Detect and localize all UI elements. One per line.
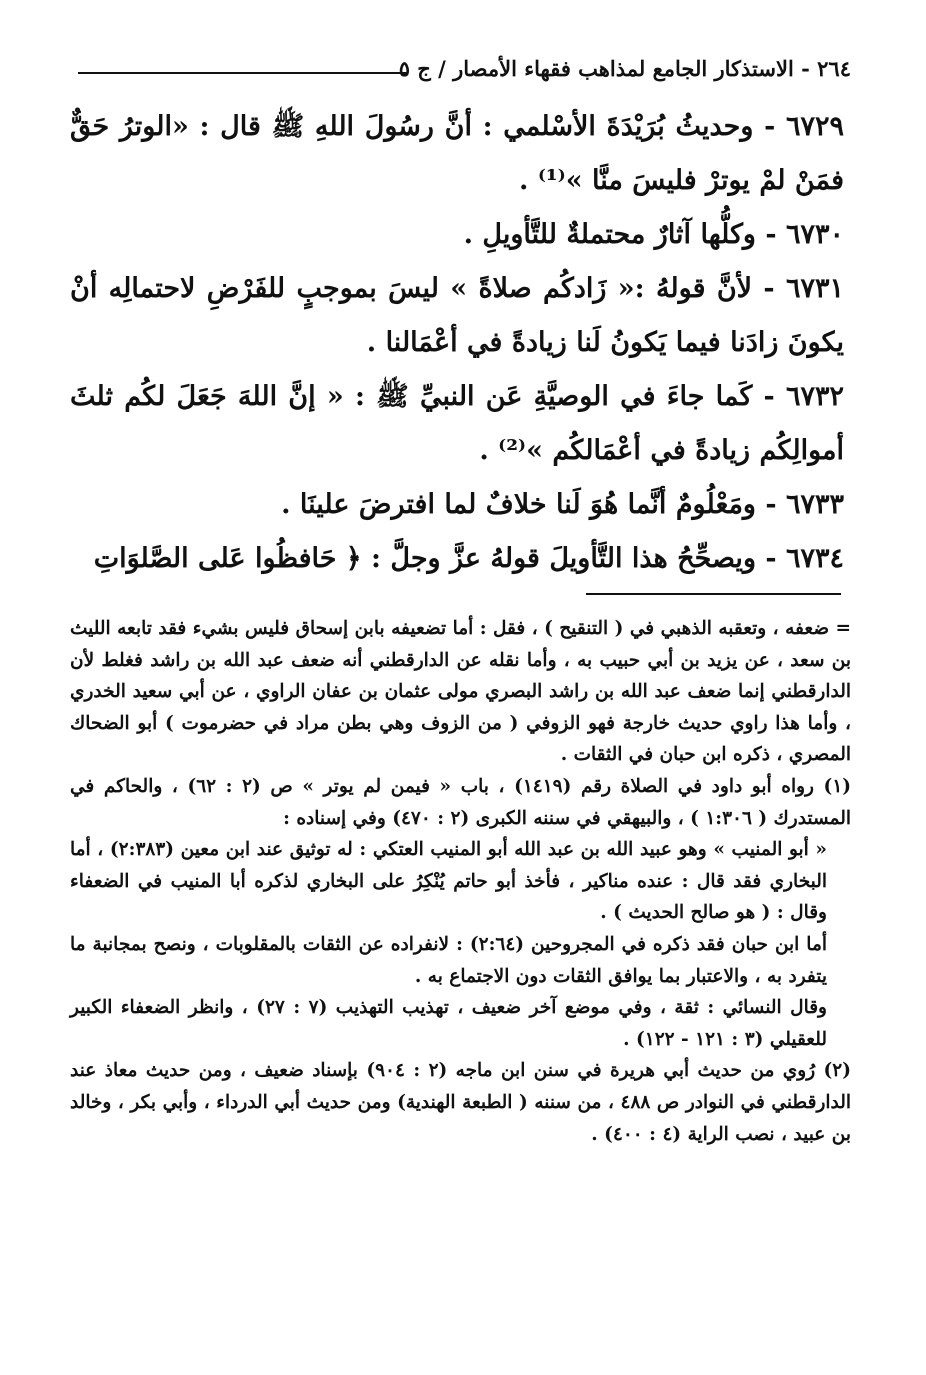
footnote-continuation: = ضعفه ، وتعقبه الذهبي في ( التنقيح ) ، فقل : أما تضعيفه بابن إسحاق فليس بشيء فقد تابعه الليث بن سعد ، عن يزيد بن أبي حبيب به ، وأما نقله عن الدارقطني أنه ضعف عبد الله بن راشد فغلط لأن الدارقطني إنما ضعف عبد الله بن راشد البصري مولى عثمان بن عفان الراوي ، عن أبي سعيد الخدري ، وأما هذا راوي حديث خارجة فهو الزوفي ( من الزوف وهي بطن مراد في حضرموت ) أبو الضحاك المصري ، ذكره ابن حبان في الثقات . bbox=[70, 618, 851, 766]
footnote-1-ibn-hibban: أما ابن حبان فقد ذكره في المجروحين (٢:٦٤) : لانفراده عن الثقات بالمقلوبات ، ونصح بمجانبة ما يتفرد به ، والاعتبار بما يوافق الثقات دون الاجتماع به . bbox=[70, 933, 827, 987]
footnote-1-narrator: « أبو المنيب » وهو عبيد الله بن عبد الله أبو المنيب العتكي : له توثيق عند ابن معين (٢:٣٨٣) ، أما البخاري فقد قال : عنده مناكير ، فأخذ أبو حاتم يُنْكِرُ على البخاري لذكره أبا المنيب في الضعفاء وقال : ( هو صالح الحديث ) . bbox=[70, 839, 827, 924]
footnotes bbox=[70, 613, 851, 1150]
running-header: ٢٦٤ - الاستذكار الجامع لمذاهب فقهاء الأمصار / ج ٥ bbox=[398, 56, 851, 81]
paragraph-6730: ٦٧٣٠ - وكلُّها آثارٌ محتملةٌ للتَّأويلِ . bbox=[463, 219, 844, 250]
footnote-1-nasai: وقال النسائي : ثقة ، وفي موضع آخر ضعيف ، تهذيب التهذيب (٧ : ٢٧) ، وانظر الضعفاء الكبير للعقيلي (٣ : ١٢١ - ١٢٢) . bbox=[70, 997, 827, 1050]
paragraph-6732: ٦٧٣٢ - كَما جاءَ في الوصيَّةِ عَن النبيِّ ﷺ : « إنَّ اللهَ جَعَلَ لكُم ثلثَ أموالِكُم زيادةً في أعْمَالكُم »⁽²⁾ . bbox=[70, 381, 844, 466]
footnote-separator bbox=[586, 593, 841, 595]
footnote-1: (١) رواه أبو داود في الصلاة رقم (١٤١٩) ، باب « فيمن لم يوتر » ص (٢ : ٦٢) ، والحاكم في المستدرك ( ١:٣٠٦ ) ، والبيهقي في سننه الكبرى (٢ : ٤٧٠) وفي إسناده : bbox=[70, 775, 852, 829]
footnote-2: (٢) رُوي من حديث أبي هريرة في سنن ابن ماجه (٢ : ٩٠٤) بإسناد ضعيف ، ومن حديث معاذ عند الدارقطني في النوادر ص ٤٨٨ ، من سننه ( الطبعة الهندية) ومن حديث أبي الدرداء ، وأبي بكر ، وخالد بن عبيد ، نصب الراية (٤ : ٤٠٠) . bbox=[70, 1060, 852, 1145]
paragraph-6731: ٦٧٣١ - لأنَّ قولهُ :« زَادكُم صلاةً » ليسَ بموجبٍ للفَرْضِ لاحتمالِه أنْ يكونَ زادَنا فيما يَكونُ لَنا زيادةً في أعْمَالنا . bbox=[70, 273, 844, 358]
main-text bbox=[70, 100, 844, 586]
header-rule bbox=[78, 72, 408, 74]
paragraph-6733: ٦٧٣٣ - ومَعْلُومٌ أنَّما هُوَ لَنا خلافٌ لما افترضَ علينَا . bbox=[281, 489, 844, 520]
paragraph-6729: ٦٧٢٩ - وحديثُ بُرَيْدَةَ الأسْلمي : أنَّ رسُولَ اللهِ ﷺ قال : «الوترُ حَقٌّ فمَنْ لمْ يوترْ فليسَ منَّا »⁽¹⁾ . bbox=[70, 111, 844, 196]
paragraph-6734: ٦٧٣٤ - ويصحِّحُ هذا التَّأويلَ قولهُ عزَّ وجلَّ : ﴿ حَافظُوا عَلى الصَّلوَاتِ bbox=[93, 543, 844, 574]
